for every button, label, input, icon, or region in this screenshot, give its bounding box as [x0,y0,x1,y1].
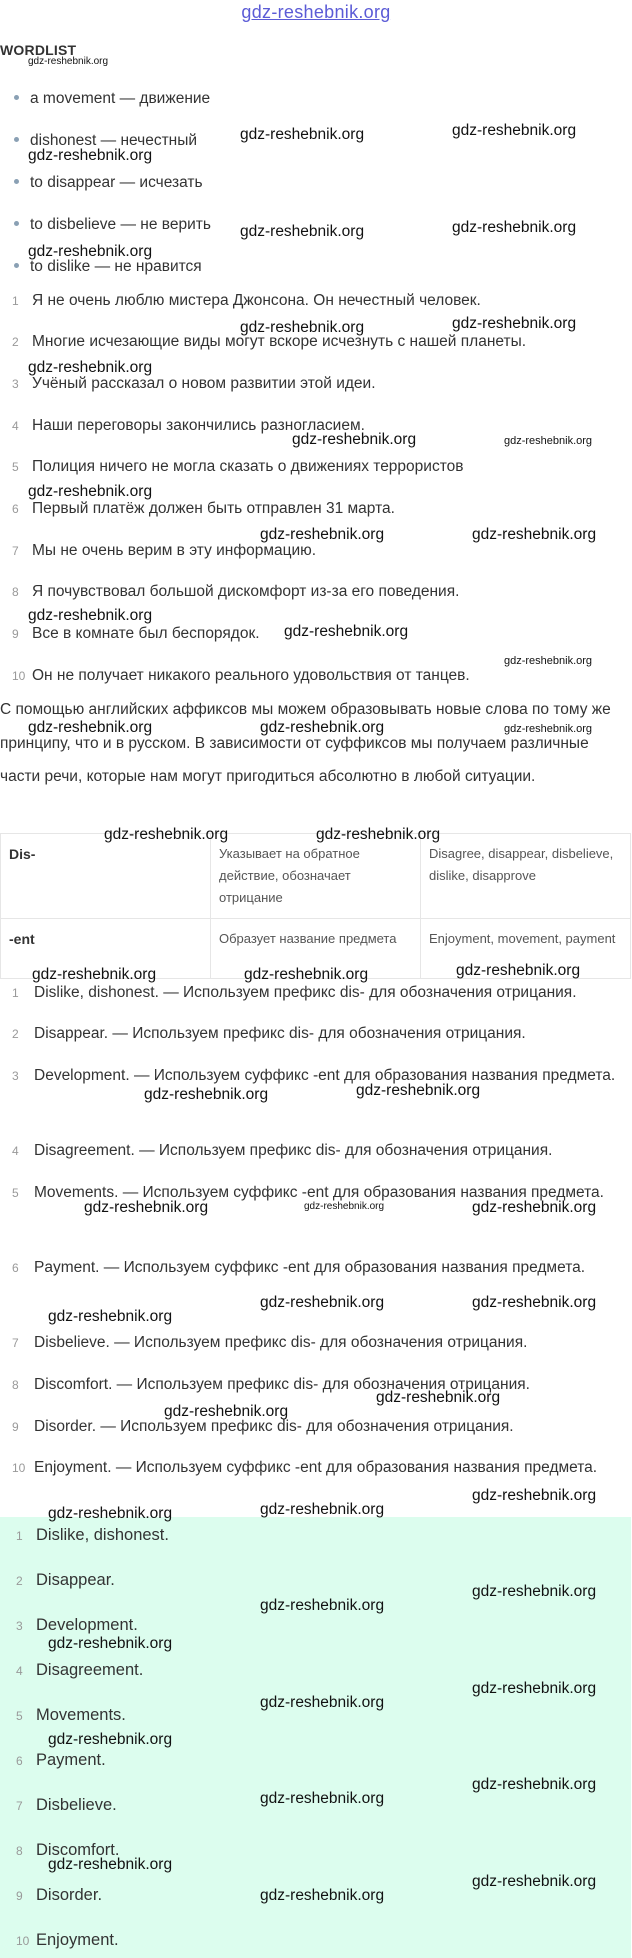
watermark: gdz-reshebnik.org [472,1199,597,1216]
watermark: gdz-reshebnik.org [452,219,577,236]
answer-item: 3 Development. [16,1616,138,1634]
watermark: gdz-reshebnik.org [48,1856,173,1873]
examples-cell: Enjoyment, movement, payment [421,919,631,979]
watermark: gdz-reshebnik.org [144,1086,269,1103]
watermark: gdz-reshebnik.org [48,1505,173,1522]
affix-cell: -ent [1,919,211,979]
explanation-item: 4 Disagreement. — Используем префикс dis- для обозначения отрицания. [12,1142,553,1159]
watermark: gdz-reshebnik.org [472,526,597,543]
watermark: gdz-reshebnik.org [28,147,153,164]
watermark: gdz-reshebnik.org [244,966,369,983]
answer-item: 1 Dislike, dishonest. [16,1526,169,1544]
explanation-item: 8 Discomfort. — Используем префикс dis- для обозначения отрицания. [12,1376,530,1393]
watermark: gdz-reshebnik.org [452,122,577,139]
watermark: gdz-reshebnik.org [48,1635,173,1652]
watermark: gdz-reshebnik.org [472,1680,597,1697]
watermark: gdz-reshebnik.org [28,243,153,260]
examples-cell: Disagree, disappear, disbelieve, dislike, disapprove [421,834,631,919]
explanation-item: 6 Payment. — Используем суффикс -ent для образования названия предмета. [12,1259,586,1276]
wordlist-item: to dislike — не нравится [14,258,202,276]
watermark: gdz-reshebnik.org [84,1199,209,1216]
watermark: gdz-reshebnik.org [504,435,593,447]
watermark: gdz-reshebnik.org [472,1294,597,1311]
sentence-item: 7 Мы не очень верим в эту информацию. [12,542,317,559]
sentence-item: 6 Первый платёж должен быть отправлен 31 марта. [12,500,395,517]
watermark: gdz-reshebnik.org [28,607,153,624]
watermark: gdz-reshebnik.org [356,1082,481,1099]
watermark: gdz-reshebnik.org [316,826,441,843]
affix-cell: Dis- [1,834,211,919]
explanation-item: 5 Movements. — Используем суффикс -ent для образования названия предмета. [12,1184,604,1201]
watermark: gdz-reshebnik.org [472,1873,597,1890]
watermark: gdz-reshebnik.org [32,966,157,983]
watermark: gdz-reshebnik.org [48,1308,173,1325]
sentence-item: 3 Учёный рассказал о новом развитии этой идеи. [12,375,376,392]
watermark: gdz-reshebnik.org [48,1731,173,1748]
watermark: gdz-reshebnik.org [260,1790,385,1807]
bullet-icon [14,179,19,184]
sentence-item: 1 Я не очень люблю мистера Джонсона. Он нечестный человек. [12,292,481,309]
bullet-icon [14,221,19,226]
meaning-cell: Указывает на обратное действие, обозначает отрицание [211,834,421,919]
answer-item: 4 Disagreement. [16,1661,144,1679]
bullet-icon [14,95,19,100]
explanation-item: 7 Disbelieve. — Используем префикс dis- для обозначения отрицания. [12,1334,528,1351]
watermark: gdz-reshebnik.org [28,56,109,67]
answer-item: 6 Payment. [16,1751,106,1769]
wordlist-item: a movement — движение [14,90,210,108]
answer-item: 5 Movements. [16,1706,126,1724]
sentence-item: 8 Я почувствовал большой дискомфорт из-за его поведения. [12,583,460,600]
explanation-paragraph: С помощью английских аффиксов мы можем образовывать новые слова по тому же принципу, что и в русском. В зависимости от суффиксов мы получаем различные части речи, которые нам могут пригодиться абсолютно в любой ситуации. [0,701,611,785]
bullet-icon [14,137,19,142]
affix-table [0,833,631,979]
explanation-item: 2 Disappear. — Используем префикс dis- для обозначения отрицания. [12,1025,526,1042]
watermark: gdz-reshebnik.org [104,826,229,843]
watermark: gdz-reshebnik.org [472,1487,597,1504]
watermark: gdz-reshebnik.org [260,526,385,543]
watermark: gdz-reshebnik.org [456,962,581,979]
sentence-item: 9 Все в комнате был беспорядок. [12,625,260,642]
answer-item: 8 Discomfort. [16,1841,120,1859]
watermark: gdz-reshebnik.org [260,1501,385,1518]
wordlist-item: to disbelieve — не верить [14,216,211,234]
sentence-item: 10 Он не получает никакого реального удовольствия от танцев. [12,667,470,684]
meaning-cell: Образует название предмета [211,919,421,979]
sentence-item: 4 Наши переговоры закончились разногласием. [12,417,365,434]
explanation-item: 10 Enjoyment. — Используем суффикс -ent для образования названия предмета. [12,1459,598,1476]
wordlist-item: to disappear — исчезать [14,174,203,192]
watermark: gdz-reshebnik.org [504,655,593,667]
watermark: gdz-reshebnik.org [452,315,577,332]
watermark: gdz-reshebnik.org [260,1694,385,1711]
watermark: gdz-reshebnik.org [504,723,593,735]
watermark: gdz-reshebnik.org [164,1403,289,1420]
wordlist-title: WORDLIST [0,42,77,58]
watermark: gdz-reshebnik.org [292,431,417,448]
answer-item: 7 Disbelieve. [16,1796,117,1814]
watermark: gdz-reshebnik.org [240,126,365,143]
bullet-icon [14,263,19,268]
answer-item: 10 Enjoyment. [16,1931,119,1949]
watermark: gdz-reshebnik.org [28,359,153,376]
explanation-item: 9 Disorder. — Используем префикс dis- для обозначения отрицания. [12,1418,514,1435]
wordlist-item: dishonest — нечестный [14,132,197,150]
watermark: gdz-reshebnik.org [260,1887,385,1904]
watermark: gdz-reshebnik.org [260,1597,385,1614]
watermark: gdz-reshebnik.org [260,719,385,736]
answer-item: 9 Disorder. [16,1886,103,1904]
watermark: gdz-reshebnik.org [240,223,365,240]
table-row [1,834,631,919]
watermark: gdz-reshebnik.org [472,1776,597,1793]
sentence-item: 5 Полиция ничего не могла сказать о движениях террористов [12,458,464,475]
watermark: gdz-reshebnik.org [472,1583,597,1600]
explanation-item: 3 Development. — Используем суффикс -ent для образования названия предмета. [12,1067,616,1084]
watermark: gdz-reshebnik.org [260,1294,385,1311]
watermark: gdz-reshebnik.org [304,1201,385,1212]
watermark: gdz-reshebnik.org [376,1389,501,1406]
watermark: gdz-reshebnik.org [28,719,153,736]
watermark: gdz-reshebnik.org [240,319,365,336]
explanation-item: 1 Dislike, dishonest. — Используем префикс dis- для обозначения отрицания. [12,984,577,1001]
sentence-item: 2 Многие исчезающие виды могут вскоре исчезнуть с нашей планеты. [12,333,527,350]
site-title[interactable]: gdz-reshebnik.org [241,2,391,22]
watermark: gdz-reshebnik.org [284,623,409,640]
answer-item: 2 Disappear. [16,1571,115,1589]
watermark: gdz-reshebnik.org [28,483,153,500]
